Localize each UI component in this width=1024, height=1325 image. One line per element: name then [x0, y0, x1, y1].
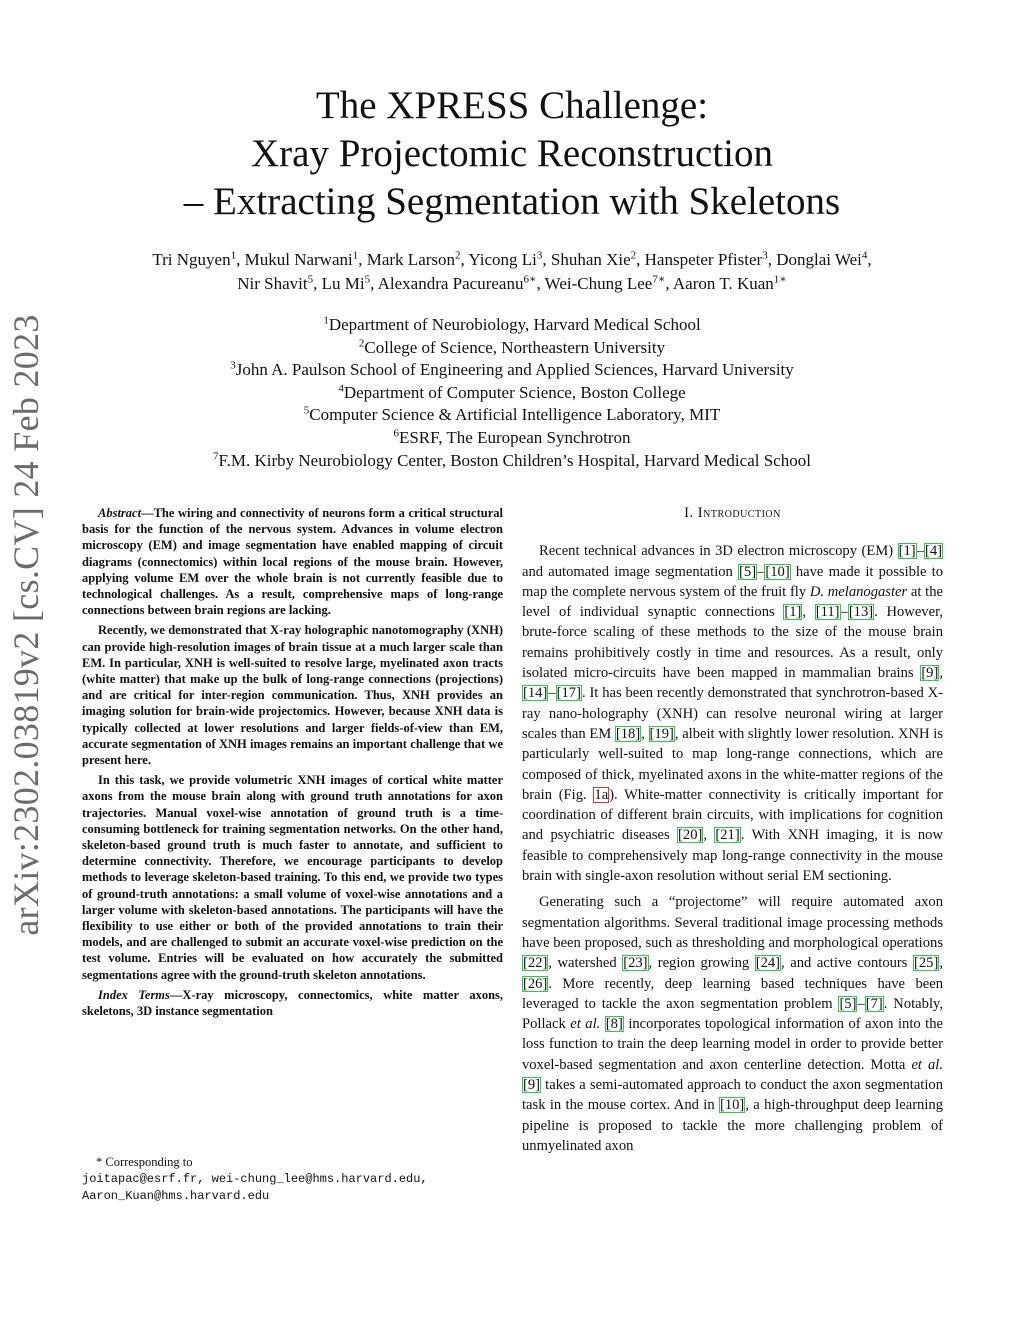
- text: , a high-throughput deep learning pipeline is proposed to tackle the more challenging problem of unmyelinated axon: [522, 1097, 943, 1154]
- affiliation-marker: 4: [338, 382, 344, 395]
- text: . However, brute-force scaling of these methods to the size of the mouse brain remains prohibitively costly in time and resources. As a result, only isolated micro-circuits have been mapped in mammalian brains: [522, 604, 944, 682]
- affiliation-marker: 6: [393, 427, 399, 440]
- citation-link[interactable]: [4]: [924, 543, 942, 560]
- citation-link[interactable]: [9]: [523, 1077, 541, 1094]
- affiliation-text: Department of Computer Science, Boston College: [343, 382, 686, 402]
- abstract-paragraph-3: In this task, we provide volumetric XNH images of cortical white matter axons from the mouse brain along with ground truth annotations for axon trajectories. Manual voxel-wise annotation of ground truth is a time-consuming bottleneck for training segmentation networks. On the other hand, skeleton-based ground truth is much faster to annotate, and sufficient to determine connectivity. Therefore, we encourage participants to develop methods to leverage skeleton-based training. To this end, we provide two types of ground-truth annotations: a small volume of voxel-wise annotations and a larger volume with skeleton-based annotations. The participants will have the flexibility to use either or both of the provided annotations to train their models, and are challenged to submit an accurate voxel-wise prediction on the test volume. Entries will be evaluated on how accurately the submitted segmentations agree with the ground-truth skeleton annotations.: [82, 773, 503, 982]
- text: , region growing: [648, 955, 755, 972]
- text: incorporates topological information of axon into the loss function to train the deep learning model in order to provide better voxel-based segmentation and axon centerline detection. Motta: [522, 1016, 943, 1073]
- affiliation: [80, 359, 944, 382]
- author-affil-marker: 2: [455, 249, 461, 262]
- affiliation-text: ESRF, The European Synchrotron: [398, 427, 631, 447]
- author-affil-marker: 1: [352, 249, 359, 262]
- title-line-2: Xray Projectomic Reconstruction: [250, 132, 774, 175]
- author: Mark Larson: [366, 250, 456, 269]
- text: ,: [703, 827, 715, 844]
- author: Nir Shavit: [237, 274, 308, 293]
- text: –: [548, 685, 556, 702]
- text: ,: [641, 725, 649, 742]
- text: and automated image segmentation: [522, 563, 739, 580]
- author: Wei-Chung Lee: [544, 274, 653, 293]
- title-line-1: The XPRESS Challenge:: [315, 84, 709, 127]
- affiliation: [80, 450, 944, 473]
- citation-link[interactable]: [25]: [914, 955, 939, 972]
- index-terms-label: Index Terms: [98, 987, 170, 1002]
- abstract-label: Abstract: [98, 506, 142, 520]
- text: have made it possible to map the complete nervous system of the fruit fly: [522, 563, 943, 600]
- footnote-label: * Corresponding to: [96, 1155, 193, 1169]
- species-name: D. melanogaster: [809, 583, 908, 600]
- text: –: [916, 543, 924, 560]
- affiliation-marker: 7: [213, 449, 219, 462]
- author: Alexandra Pacureanu: [377, 274, 524, 293]
- affiliation-text: Department of Neurobiology, Harvard Medical School: [328, 315, 701, 334]
- affiliation-text: Computer Science & Artificial Intelligence Laboratory, MIT: [309, 405, 721, 425]
- intro-paragraph-1: [522, 541, 943, 886]
- text: , albeit with slightly lower resolution. XNH is particularly well-suited to map long-range connections, which are composed of thick, myelinated axons in the white-matter regions of the brain (Fig.: [522, 725, 943, 803]
- text: . It has been recently demonstrated that synchrotron-based X-ray nano-holography (XNH) can resolve neuronal wiring at larger scales than EM: [522, 685, 943, 742]
- citation-link[interactable]: [20]: [678, 827, 703, 844]
- citation-link[interactable]: [21]: [715, 827, 740, 844]
- author: Mukul Narwani: [244, 250, 353, 269]
- text: Recent technical advances in 3D electron microscopy (EM): [539, 543, 898, 560]
- affiliation-marker: 5: [303, 404, 310, 417]
- author-line-1: Tri Nguyen$^1$, Mukul Narwani$^1$, Mark Larson$^2$, Yicong Li$^3$, Shuhan Xie$^2$, Hanspeter Pfister$^3$, Donglai Wei$^4$,: [152, 249, 872, 269]
- affiliation: [80, 382, 944, 405]
- author-affil-marker: 5: [364, 273, 371, 286]
- author: Yicong Li: [468, 250, 537, 269]
- affiliation: [80, 314, 944, 337]
- arxiv-identifier: arXiv:2302.03819v2 [cs.CV] 24 Feb 2023: [6, 314, 46, 936]
- author-affil-marker: 1: [230, 249, 237, 262]
- citation-link[interactable]: [26]: [523, 975, 548, 992]
- affiliation-text: College of Science, Northeastern University: [364, 337, 666, 357]
- abstract-paragraph-2: Recently, we demonstrated that X-ray holographic nanotomography (XNH) can provide high-resolution images of brain tissue at a much larger scale than EM. In particular, XNH is well-suited to resolve large, myelinated axon tracts (white matter) that make up the bulk of long-range connections (projections) and are critical for inter-region communication. Thus, XNH provides an imaging solution for brain-wide projectomics. However, because XNH data is typically collected at lower resolutions and larger fields-of-view than EM, accurate segmentation of XNH images remains an important challenge that we present here.: [82, 623, 503, 768]
- citation-link[interactable]: [23]: [623, 955, 648, 972]
- text: –: [857, 995, 865, 1012]
- citation-link[interactable]: [10]: [719, 1097, 745, 1114]
- author-affil-marker: 3: [762, 249, 768, 262]
- affiliation-marker: 2: [358, 336, 365, 349]
- text: –: [757, 563, 765, 580]
- et-al: et al.: [911, 1056, 943, 1073]
- affiliation-list: [80, 314, 944, 472]
- affiliation: [80, 337, 944, 360]
- author-affil-marker: 7∗: [652, 273, 666, 286]
- author-affil-marker: 2: [630, 249, 637, 262]
- citation-link[interactable]: [11]: [815, 604, 840, 621]
- text: takes a semi-automated approach to conduct the axon segmentation task in the mouse cortex. And in: [522, 1077, 943, 1114]
- citation-link[interactable]: [24]: [755, 955, 781, 972]
- affiliation-text: John A. Paulson School of Engineering and Applied Sciences, Harvard University: [235, 360, 794, 380]
- citation-link[interactable]: [10]: [765, 563, 790, 580]
- right-column: [522, 503, 943, 1162]
- author: Lu Mi: [321, 274, 365, 293]
- citation-link[interactable]: [5]: [839, 995, 857, 1012]
- citation-link[interactable]: [13]: [848, 604, 874, 621]
- text: Generating such a “projectome” will require automated axon segmentation algorithms. Several traditional image processing methods have been proposed, such as thresholding and morphological operations: [522, 894, 943, 951]
- affiliation-marker: 1: [323, 314, 329, 327]
- author-affil-marker: 6∗: [523, 273, 537, 286]
- author: Shuhan Xie: [550, 250, 631, 269]
- author-line-2: Nir Shavit$^5$, Lu Mi$^5$, Alexandra Pacureanu$^{6∗}$, Wei-Chung Lee$^{7∗}$, Aaron T. Kuan$^{1∗}$: [237, 273, 787, 293]
- text: . With XNH imaging, it is now feasible to comprehensively map long-range connectivity in the mouse brain with single-axon resolution without serial EM sectioning.: [522, 827, 943, 885]
- text: ,: [939, 955, 943, 972]
- corresponding-footnote: [82, 1154, 503, 1205]
- citation-link[interactable]: [9]: [921, 665, 939, 682]
- text: , watershed: [548, 955, 623, 972]
- author: Aaron T. Kuan: [672, 274, 774, 293]
- citation-link[interactable]: [5]: [739, 563, 757, 580]
- citation-link[interactable]: [1]: [898, 543, 916, 560]
- text: ,: [802, 604, 815, 621]
- paper-title: [80, 82, 944, 226]
- citation-link[interactable]: [22]: [523, 955, 548, 972]
- left-column: [82, 505, 503, 1023]
- text: at the level of individual synaptic connections: [522, 583, 943, 621]
- citation-link[interactable]: [18]: [615, 725, 641, 742]
- citation-link[interactable]: [14]: [523, 685, 548, 702]
- abstract-text: —The wiring and connectivity of neurons form a critical structural basis for the function of the nervous system. Advances in volume electron microscopy (EM) and image segmentation have enabled mapping of circuit diagrams (connectomics) within local regions of the mouse brain. However, applying volume EM over the whole brain is not currently feasible due to technological challenges. As a result, comprehensive maps of long-range connections between brain regions are lacking.: [82, 506, 503, 618]
- text: ,: [939, 665, 943, 682]
- footnote-emails: joitapac@esrf.fr, wei-chung_lee@hms.harvard.edu,: [82, 1172, 428, 1186]
- author-affil-marker: 4: [861, 249, 868, 262]
- affiliation-marker: 3: [230, 359, 236, 372]
- section-heading-introduction: I. Introduction: [684, 505, 781, 521]
- figure-reference-link[interactable]: 1a: [594, 786, 609, 803]
- author-list: [60, 248, 964, 296]
- author: Hanspeter Pfister: [644, 250, 763, 269]
- author-affil-marker: 5: [307, 273, 314, 286]
- author-affil-marker: 1∗: [773, 273, 787, 286]
- text: . More recently, deep learning based techniques have been leveraged to tackle the axon segmentation problem: [522, 975, 943, 1012]
- index-terms: [82, 987, 503, 1019]
- affiliation-text: F.M. Kirby Neurobiology Center, Boston Children’s Hospital, Harvard Medical School: [218, 450, 811, 470]
- footnote-email-last: Aaron_Kuan@hms.harvard.edu: [82, 1189, 270, 1203]
- citation-link[interactable]: [8]: [605, 1016, 623, 1033]
- citation-link[interactable]: [19]: [649, 725, 674, 742]
- author: Donglai Wei: [776, 250, 862, 269]
- text: –: [840, 604, 848, 621]
- author: Tri Nguyen: [152, 250, 231, 269]
- affiliation: [80, 404, 944, 427]
- index-terms-text: —X-ray microscopy, connectomics, white matter axons, skeletons, 3D instance segmentation: [82, 987, 504, 1019]
- citation-link[interactable]: [17]: [556, 685, 581, 702]
- citation-link[interactable]: [7]: [865, 995, 883, 1012]
- abstract-paragraph-1: [82, 505, 503, 618]
- title-line-3: – Extracting Segmentation with Skeletons: [183, 180, 841, 223]
- citation-link[interactable]: [1]: [784, 604, 802, 621]
- text: , and active contours: [781, 955, 913, 972]
- author-affil-marker: 3: [536, 249, 543, 262]
- intro-paragraph-2: [522, 892, 943, 1156]
- affiliation: [80, 427, 944, 450]
- text: . Notably, Pollack: [522, 995, 944, 1033]
- text: ). White-matter connectivity is critically important for coordination of different brain circuits, with implications for cognition and psychiatric diseases: [522, 786, 944, 844]
- et-al: et al.: [570, 1016, 601, 1033]
